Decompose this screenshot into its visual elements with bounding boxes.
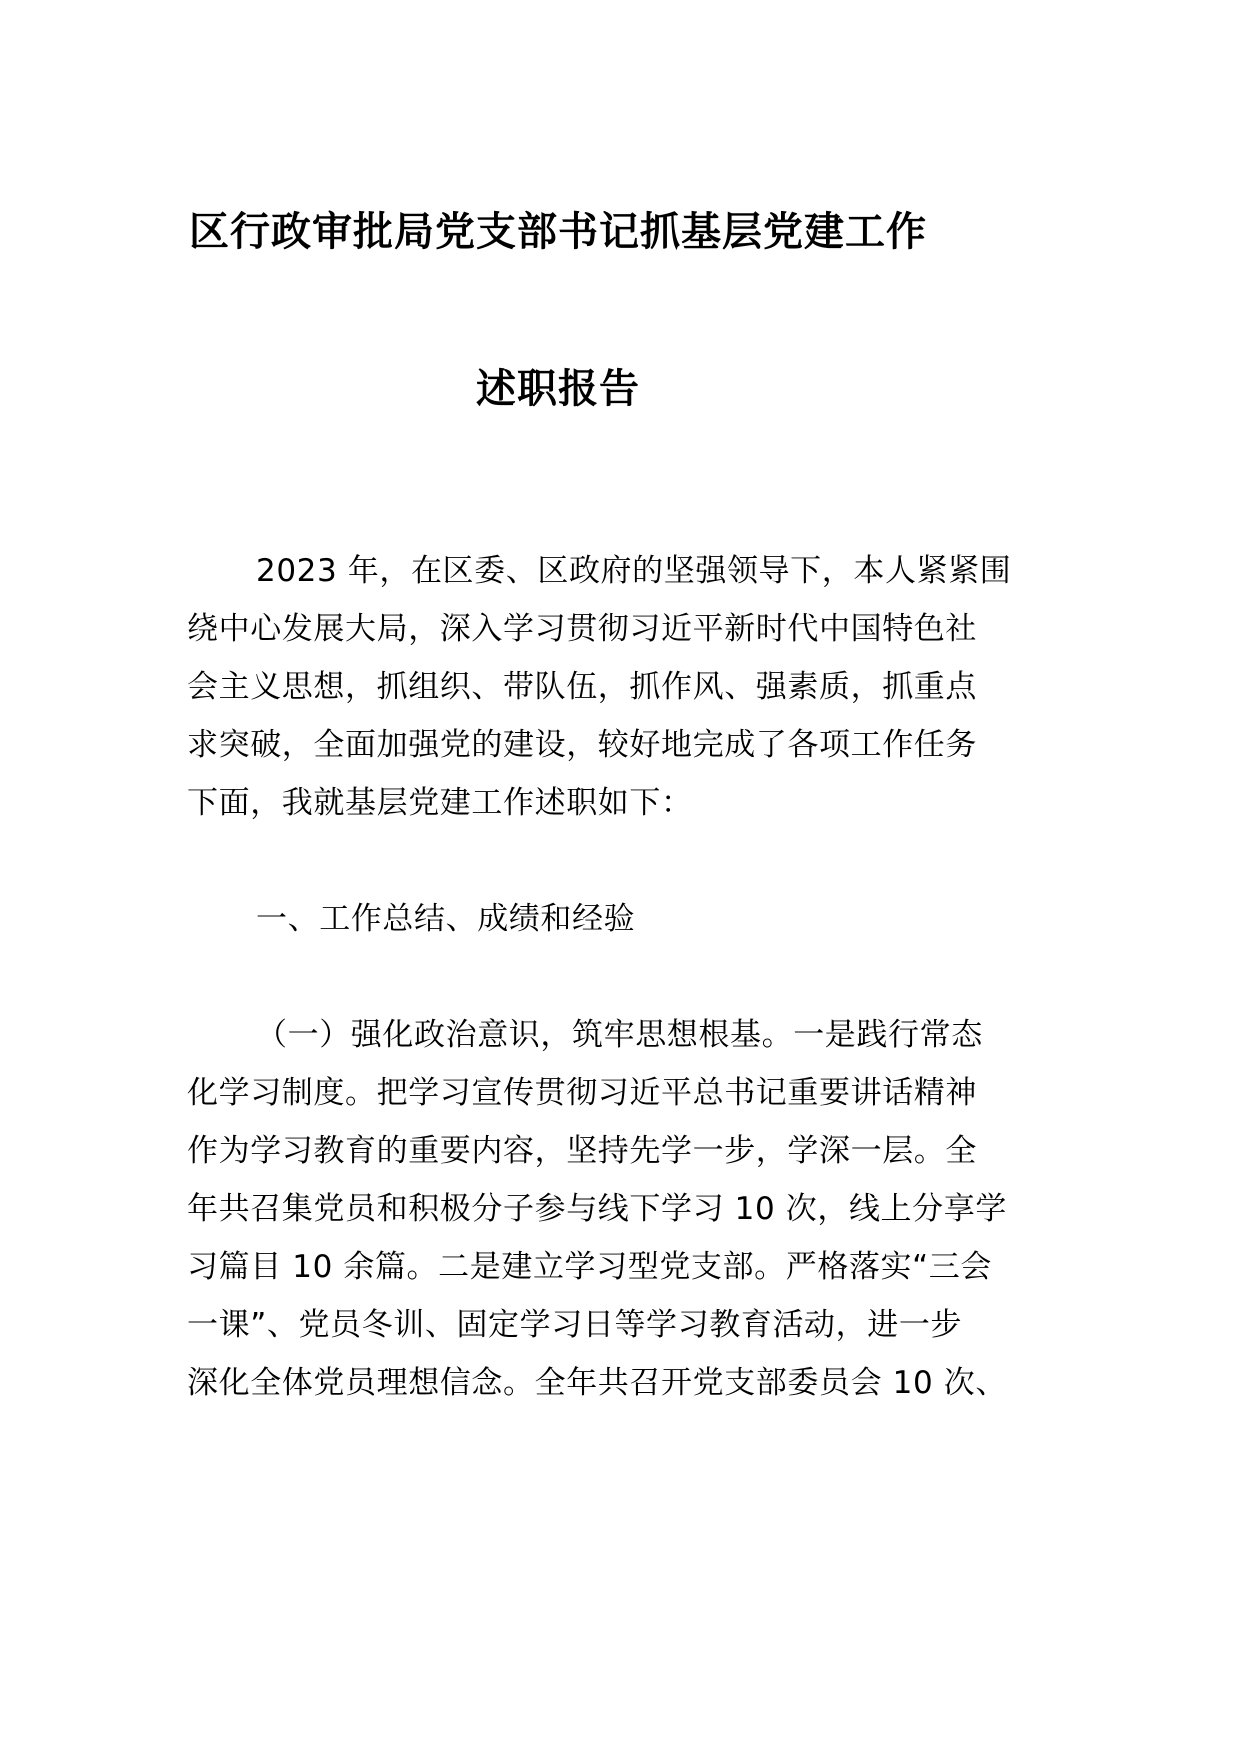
intro-line-3: 会主义思想，抓组织、带队伍，抓作风、强素质，抓重点	[187, 669, 977, 705]
subsection-line-3: 作为学习教育的重要内容，坚持先学一步，学深一层。全	[187, 1133, 977, 1169]
subsection-line-4: 年共召集党员和积极分子参与线下学习 10 次，线上分享学	[187, 1191, 1007, 1227]
document-title-line-2: 述职报告	[476, 366, 640, 412]
subsection-line-6: 一课”、党员冬训、固定学习日等学习教育活动，进一步	[187, 1307, 963, 1343]
intro-line-1: 2023 年，在区委、区政府的坚强领导下，本人紧紧围	[256, 553, 1012, 589]
subsection-line-2: 化学习制度。把学习宣传贯彻习近平总书记重要讲话精神	[187, 1075, 977, 1111]
subsection-line-7: 深化全体党员理想信念。全年共召开党支部委员会 10 次、	[187, 1365, 1007, 1401]
intro-line-5: 下面，我就基层党建工作述职如下：	[187, 785, 693, 821]
intro-line-2: 绕中心发展大局，深入学习贯彻习近平新时代中国特色社	[187, 611, 977, 647]
subsection-line-5: 习篇目 10 余篇。二是建立学习型党支部。严格落实“三会	[187, 1249, 993, 1285]
subsection-line-1: （一）强化政治意识，筑牢思想根基。一是践行常态	[256, 1017, 983, 1053]
section-heading-1: 一、工作总结、成绩和经验	[256, 901, 636, 937]
intro-line-4: 求突破，全面加强党的建设，较好地完成了各项工作任务	[187, 727, 977, 763]
document-title-line-1: 区行政审批局党支部书记抓基层党建工作	[189, 209, 927, 255]
